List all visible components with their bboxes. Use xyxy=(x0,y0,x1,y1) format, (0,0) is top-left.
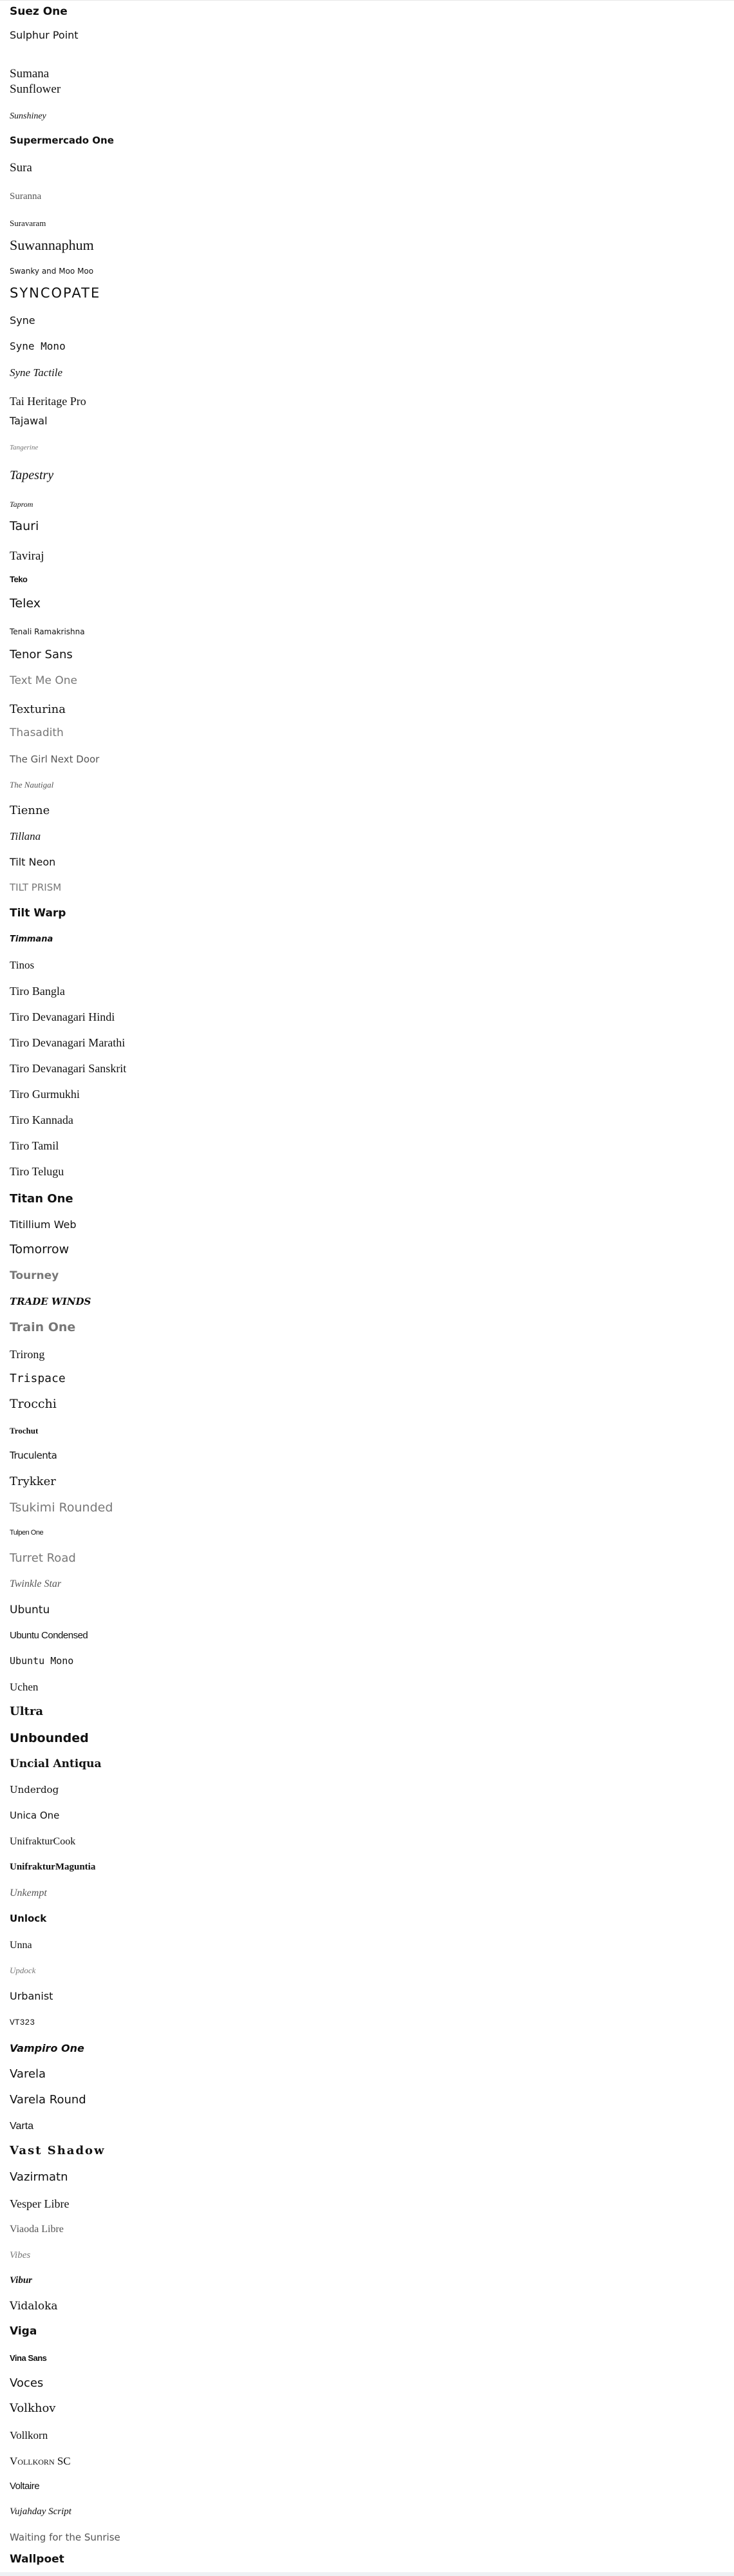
font-item[interactable]: Train One xyxy=(10,1320,76,1334)
bottom-divider xyxy=(0,2572,734,2576)
font-item[interactable]: Vast Shadow xyxy=(10,2144,106,2157)
font-item[interactable]: Uchen xyxy=(10,1681,39,1693)
font-item[interactable]: UnifrakturCook xyxy=(10,1836,76,1847)
font-item[interactable]: Tauri xyxy=(10,519,39,533)
font-item[interactable]: Thasadith xyxy=(10,726,64,739)
font-item[interactable]: Tiro Tamil xyxy=(10,1139,59,1152)
font-item[interactable]: Taviraj xyxy=(10,549,44,563)
font-item[interactable]: Uncial Antiqua xyxy=(10,1757,102,1770)
font-item[interactable]: Voltaire xyxy=(10,2481,40,2492)
font-item[interactable]: Titillium Web xyxy=(10,1218,77,1231)
font-item[interactable]: Trirong xyxy=(10,1348,45,1361)
font-item[interactable]: Tsukimi Rounded xyxy=(10,1501,113,1515)
font-item[interactable]: Twinkle Star xyxy=(10,1578,62,1589)
font-item[interactable]: Vollkorn SC xyxy=(10,2455,71,2467)
font-item[interactable]: Wallpoet xyxy=(10,2553,64,2566)
font-item[interactable]: Vidaloka xyxy=(10,2300,58,2313)
font-item[interactable]: Vibur xyxy=(10,2275,33,2286)
font-item[interactable]: Tajawal xyxy=(10,415,48,427)
font-item[interactable]: Vazirmatn xyxy=(10,2170,68,2184)
font-item[interactable]: TILT PRISM xyxy=(10,882,62,893)
font-item[interactable]: Syne Tactile xyxy=(10,366,62,379)
font-item[interactable]: Viga xyxy=(10,2325,37,2338)
font-item[interactable]: Tiro Bangla xyxy=(10,985,65,998)
font-item[interactable]: SYNCOPATE xyxy=(10,285,101,301)
font-item[interactable]: Tiro Devanagari Hindi xyxy=(10,1010,115,1023)
font-item[interactable]: Ubuntu Condensed xyxy=(10,1630,88,1641)
font-item[interactable]: Texturina xyxy=(10,703,66,716)
top-divider xyxy=(0,0,734,1)
font-item[interactable]: Tomorrow xyxy=(10,1242,70,1256)
font-item[interactable]: Voces xyxy=(10,2376,44,2390)
font-item[interactable]: Ultra xyxy=(10,1705,43,1718)
font-item[interactable]: Tiro Gurmukhi xyxy=(10,1088,80,1101)
font-item[interactable]: TRADE WINDS xyxy=(10,1296,91,1307)
font-item[interactable]: Tiro Devanagari Marathi xyxy=(10,1036,126,1049)
font-item[interactable]: The Nautigal xyxy=(10,780,54,790)
font-item[interactable]: Tenali Ramakrishna xyxy=(10,627,85,636)
font-item[interactable]: Volkhov xyxy=(10,2401,56,2415)
font-item[interactable]: Trocchi xyxy=(10,1397,57,1411)
font-item[interactable]: Vollkorn xyxy=(10,2429,48,2441)
font-item[interactable]: Swanky and Moo Moo xyxy=(10,267,94,276)
font-item[interactable]: Vampiro One xyxy=(10,2042,84,2054)
font-item[interactable]: Suwannaphum xyxy=(10,237,94,253)
font-item[interactable]: Unbounded xyxy=(10,1731,89,1745)
font-item[interactable]: Unna xyxy=(10,1940,32,1951)
font-item[interactable]: Suez One xyxy=(10,5,68,18)
font-item[interactable]: Syne xyxy=(10,314,35,327)
font-item[interactable]: Urbanist xyxy=(10,1990,53,2002)
font-item[interactable]: Titan One xyxy=(10,1192,73,1206)
font-item[interactable]: Varela xyxy=(10,2067,46,2081)
font-item[interactable]: Ubuntu xyxy=(10,1604,50,1616)
font-item[interactable]: Trispace xyxy=(10,1372,66,1385)
font-item[interactable]: Updock xyxy=(10,1965,36,1975)
font-item[interactable]: Suravaram xyxy=(10,218,46,228)
font-item[interactable]: Unlock xyxy=(10,1913,47,1924)
font-item[interactable]: Viaoda Libre xyxy=(10,2224,64,2235)
font-item[interactable]: Trykker xyxy=(10,1475,56,1488)
font-item[interactable]: Timmana xyxy=(10,934,53,944)
font-item[interactable]: Vujahday Script xyxy=(10,2506,71,2517)
font-item[interactable]: Tapestry xyxy=(10,468,54,482)
font-item[interactable]: Taprom xyxy=(10,500,33,509)
font-item[interactable]: Tulpen One xyxy=(10,1529,44,1537)
font-item[interactable]: Sumana xyxy=(10,67,50,80)
font-item[interactable]: Varta xyxy=(10,2121,34,2132)
font-item[interactable]: Waiting for the Sunrise xyxy=(10,2532,120,2543)
font-item[interactable]: Turret Road xyxy=(10,1551,76,1565)
font-item[interactable]: Vibes xyxy=(10,2250,31,2260)
font-item[interactable]: Vina Sans xyxy=(10,2353,47,2363)
font-item[interactable]: Tourney xyxy=(10,1269,59,1282)
font-item[interactable]: Suranna xyxy=(10,191,42,202)
font-item[interactable]: Varela Round xyxy=(10,2093,86,2107)
font-item[interactable]: Truculenta xyxy=(10,1450,57,1461)
font-item[interactable]: Unkempt xyxy=(10,1888,47,1899)
font-item[interactable]: Text Me One xyxy=(10,674,77,687)
font-item[interactable]: Tenor Sans xyxy=(10,648,73,661)
font-item[interactable]: Tillana xyxy=(10,830,41,842)
font-item[interactable]: Tai Heritage Pro xyxy=(10,395,86,408)
font-item[interactable]: Tiro Devanagari Sanskrit xyxy=(10,1062,127,1075)
font-item[interactable]: Tilt Warp xyxy=(10,907,66,920)
font-item[interactable]: Tinos xyxy=(10,959,35,971)
font-item[interactable]: Sunflower xyxy=(10,82,61,96)
font-item[interactable]: The Girl Next Door xyxy=(10,753,100,765)
font-item[interactable]: Underdog xyxy=(10,1784,59,1795)
font-item[interactable]: Syne Mono xyxy=(10,340,66,352)
font-item[interactable]: Trochut xyxy=(10,1426,39,1435)
font-item[interactable]: Sunshiney xyxy=(10,111,46,121)
font-item[interactable]: Vesper Libre xyxy=(10,2197,70,2210)
font-item[interactable]: Supermercado One xyxy=(10,135,114,146)
font-item[interactable]: Ubuntu Mono xyxy=(10,1655,74,1667)
font-item[interactable]: Sura xyxy=(10,161,32,175)
font-item[interactable]: Unica One xyxy=(10,1810,60,1821)
font-item[interactable]: Tilt Neon xyxy=(10,856,56,868)
font-item[interactable]: Tangerine xyxy=(10,444,39,451)
font-item[interactable]: Tiro Telugu xyxy=(10,1165,64,1178)
font-item[interactable]: VT323 xyxy=(10,2018,35,2027)
font-item[interactable]: Tienne xyxy=(10,804,50,817)
font-item[interactable]: Sulphur Point xyxy=(10,29,79,41)
font-item[interactable]: Telex xyxy=(10,596,41,611)
font-item[interactable]: UnifrakturMaguntia xyxy=(10,1862,96,1872)
font-item[interactable]: Teko xyxy=(10,574,28,584)
font-item[interactable]: Tiro Kannada xyxy=(10,1113,73,1126)
